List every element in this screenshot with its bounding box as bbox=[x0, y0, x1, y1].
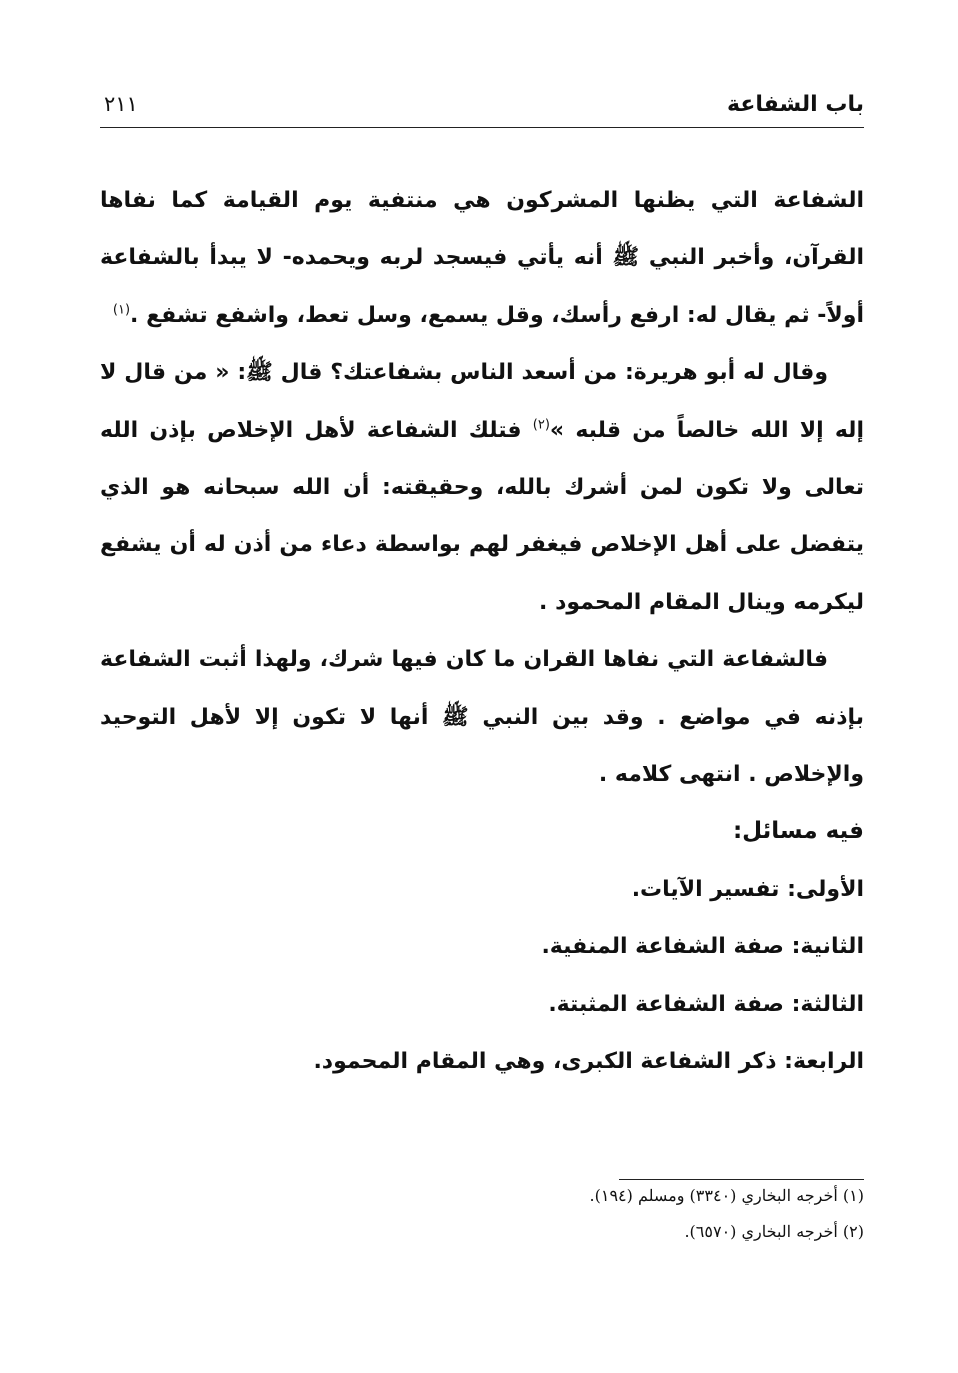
body-text bbox=[100, 172, 864, 1091]
paragraph-text: الشفاعة التي يظنها المشركون هي منتفية يوم القيامة كما نفاها القرآن، وأخبر النبي ﷺ أنه يأتي فيسجد لربه ويحمده- لا يبدأ بالشفاعة أولاً- ثم يقال له: ارفع رأسك، وقل يسمع، وسل تعط، واشفع تشفع . bbox=[100, 188, 864, 328]
page-header bbox=[100, 92, 864, 128]
paragraph-3 bbox=[100, 631, 864, 803]
footnote-ref-1: (١) bbox=[112, 302, 131, 318]
footnote-2: (٢) أخرجه البخاري (٦٥٧٠). bbox=[684, 1222, 864, 1241]
issue-item-4: الرابعة: ذكر الشفاعة الكبرى، وهي المقام المحمود. bbox=[313, 1049, 864, 1075]
page-number: ٢١١ bbox=[104, 92, 138, 116]
paragraph-text: فالشفاعة التي نفاها القران ما كان فيها شرك، ولهذا أثبت الشفاعة بإذنه في مواضع . وقد بين النبي ﷺ أنها لا تكون إلا لأهل التوحيد والإخلاص . انتهى كلامه . bbox=[100, 647, 864, 788]
issue-item-1: الأولى: تفسير الآيات. bbox=[631, 876, 864, 902]
paragraph-text-continued: فتلك الشفاعة لأهل الإخلاص بإذن الله تعالى ولا تكون لمن أشرك بالله، وحقيقته: أن الله سبحانه هو الذي يتفضل على أهل الإخلاص فيغفر لهم بواسطة دعاء من أذن له أن يشفع ليكرمه وينال المقام المحمود . bbox=[100, 417, 864, 615]
footnote-1: (١) أخرجه البخاري (٣٣٤٠) ومسلم (١٩٤). bbox=[589, 1186, 864, 1205]
header-divider bbox=[100, 127, 864, 128]
issue-item-3: الثالثة: صفة الشفاعة المثبتة. bbox=[548, 991, 864, 1017]
issues-heading: فيه مسائل: bbox=[732, 818, 864, 845]
chapter-title: باب الشفاعة bbox=[727, 92, 864, 117]
footnote-ref-2: (٢) bbox=[532, 417, 550, 433]
footnotes bbox=[100, 1178, 864, 1250]
paragraph-2 bbox=[100, 344, 864, 631]
issue-item-2: الثانية: صفة الشفاعة المنفية. bbox=[541, 934, 864, 960]
paragraph-text: وقال له أبو هريرة: من أسعد الناس بشفاعتك؟ قال ﷺ: « من قال لا إله إلا الله خالصاً من قلبه » bbox=[100, 360, 864, 443]
paragraph-1 bbox=[100, 172, 864, 344]
